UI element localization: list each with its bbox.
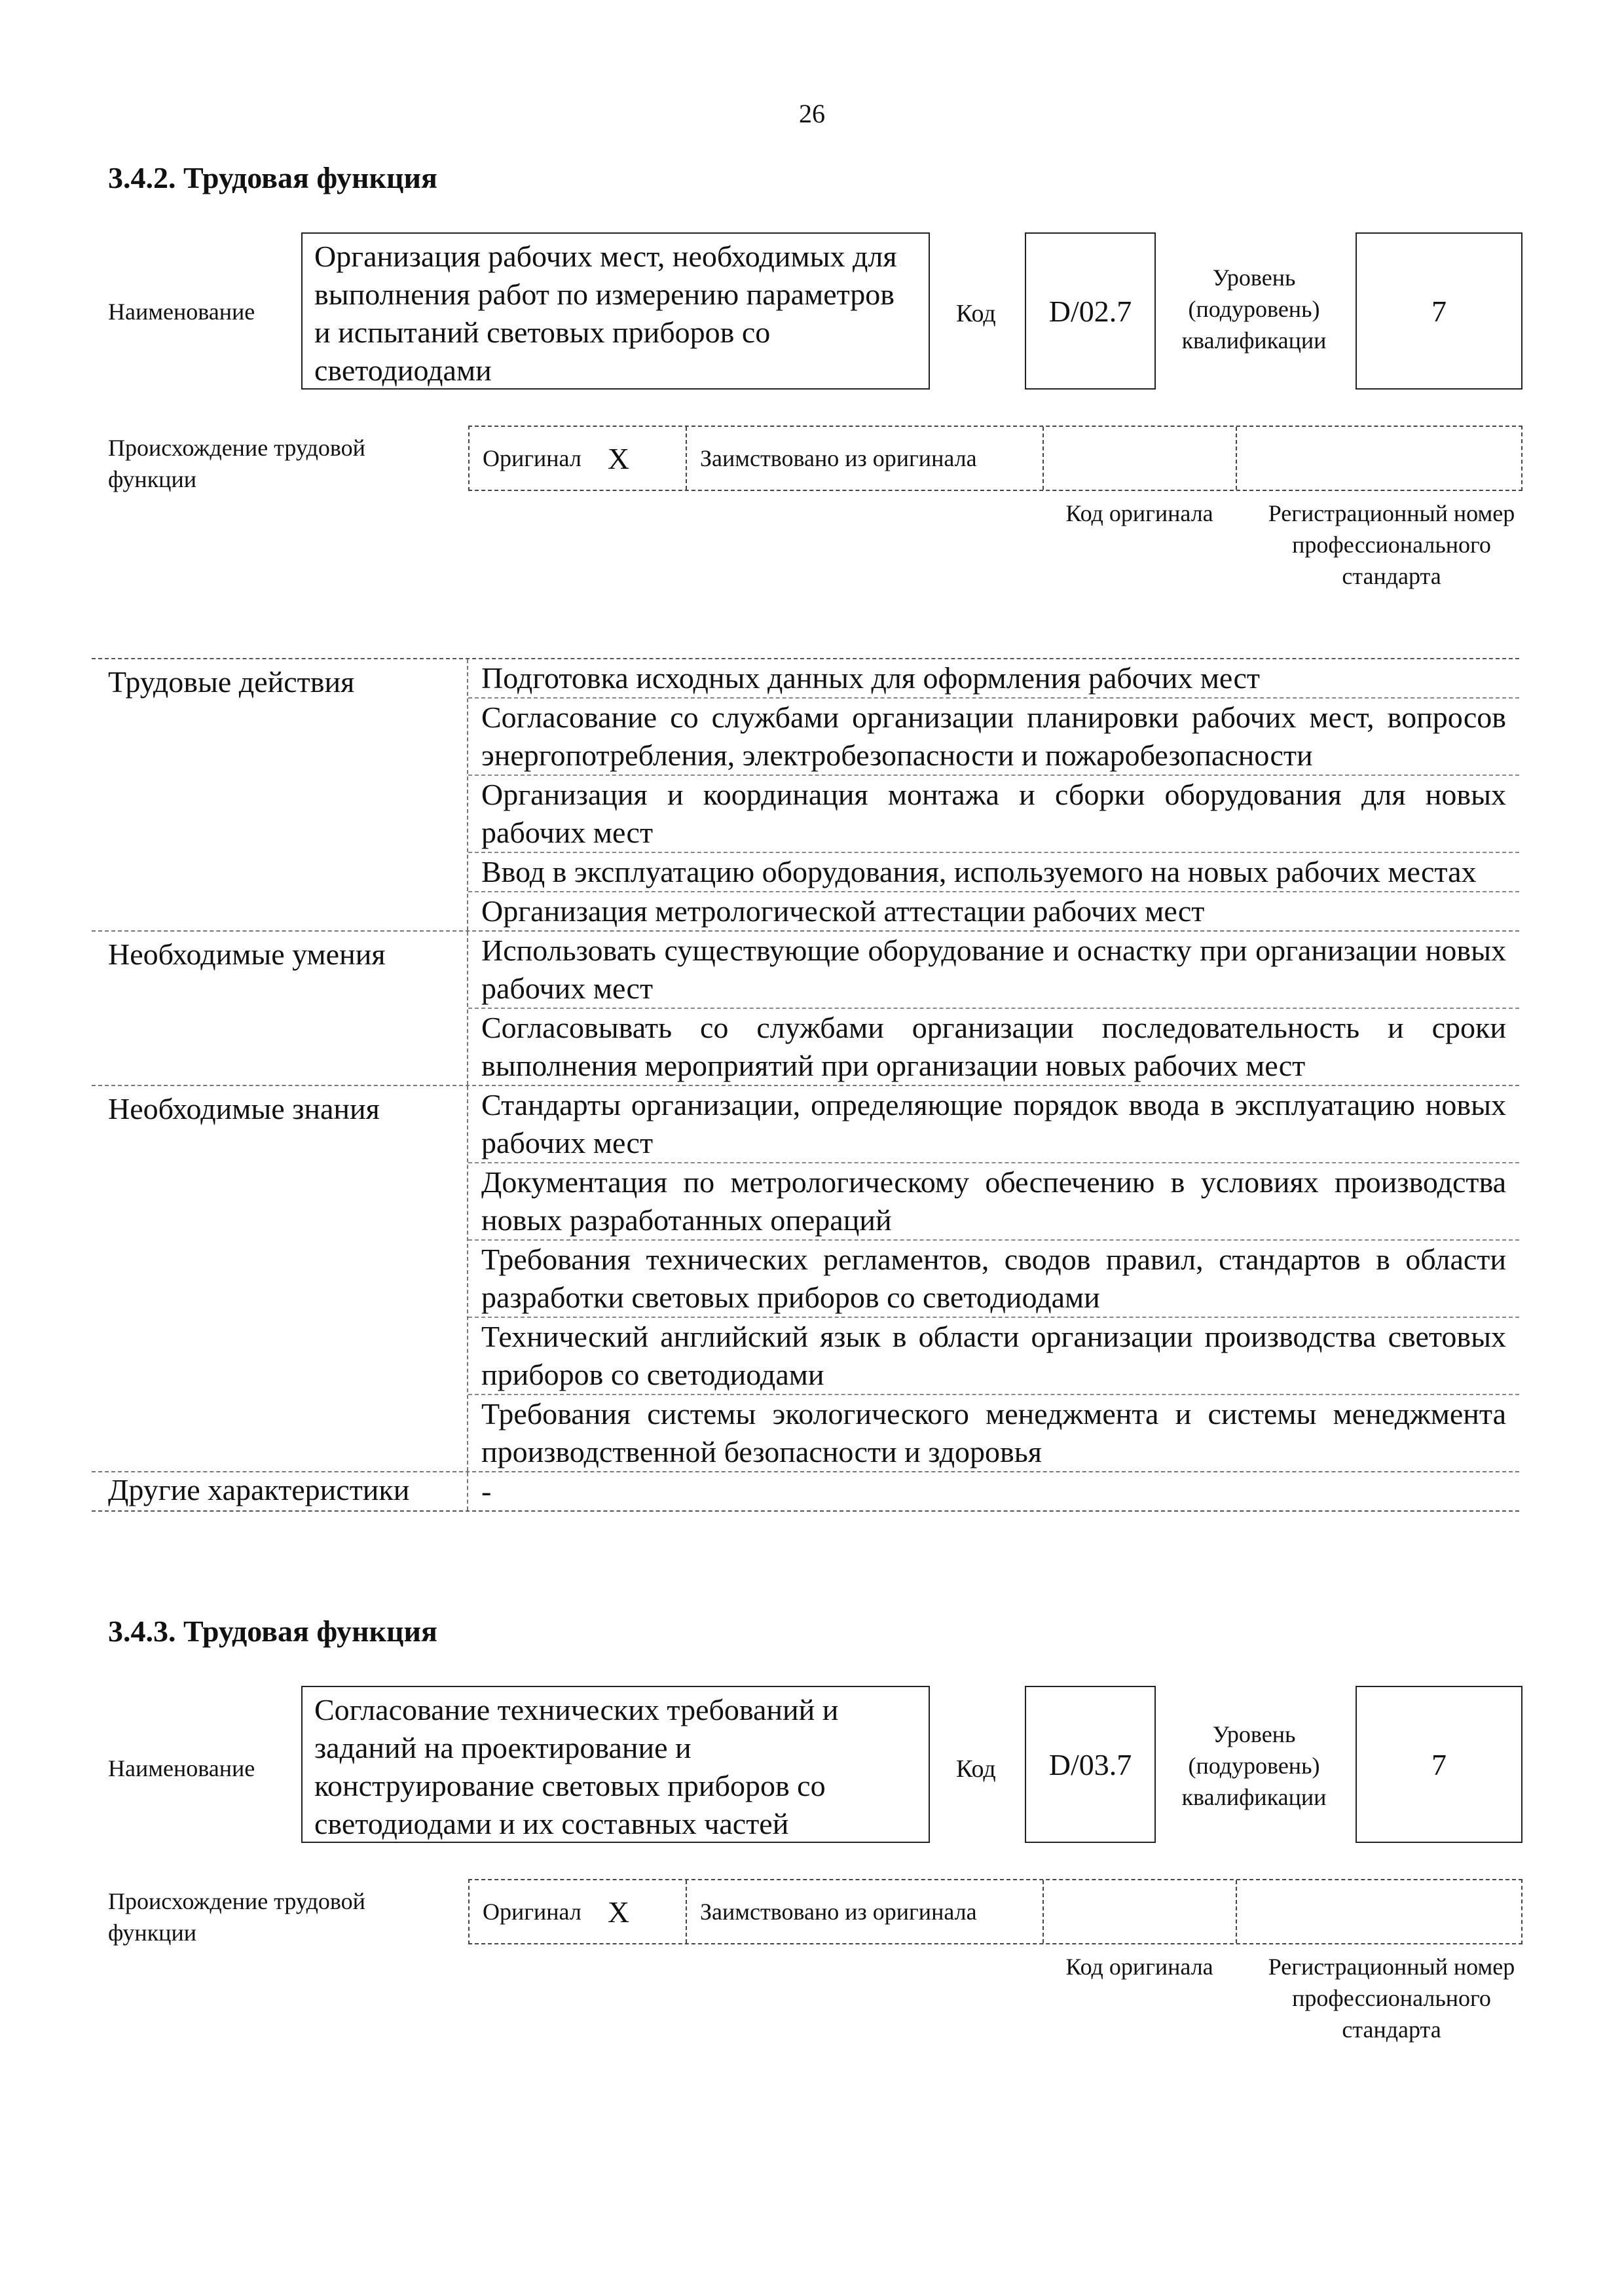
origin-original [470,1880,686,1943]
code-label: Код [956,1755,996,1783]
origin-original-label: Оригинал [483,1899,581,1925]
list-item: Согласование со службами организации планировки рабочих мест, вопросов энергопотребления, электробезопасности и пожаробезопасности [468,699,1519,776]
group-label: Другие характеристики [92,1472,468,1510]
list-item: Организация и координация монтажа и сборки оборудования для новых рабочих мест [468,776,1519,853]
origin-label: Происхождение трудовой функции [108,435,365,492]
origin-original-label: Оригинал [483,445,581,471]
origin-code-cell [1043,427,1236,490]
group-labor-actions [92,659,1519,932]
list-item: Подготовка исходных данных для оформления рабочих мест [468,659,1519,699]
page-number: 26 [799,99,825,128]
name-label: Наименование [108,299,255,325]
list-item: Технический английский язык в области организации производства световых приборов со светодиодами [468,1318,1519,1395]
qualification-level-label: Уровень (подуровень) квалификации [1181,1721,1327,1810]
origin-row [468,1879,1522,1944]
list-item: Требования системы экологического менеджмента и системы менеджмента производственной безопасности и здоровья [481,1397,1506,1468]
qualification-level-label: Уровень (подуровень) квалификации [1181,264,1327,354]
code-label: Код [956,300,996,327]
origin-code-cell [1043,1880,1236,1943]
group-other-characteristics [92,1472,1519,1510]
list-item: Документация по метрологическому обеспечению в условиях производства новых разработанных операций [468,1163,1519,1241]
list-item: Требования технических регламентов, сводов правил, стандартов в области разработки световых приборов со светодиодами [468,1241,1519,1318]
origin-borrowed: Заимствовано из оригинала [686,1880,1043,1943]
section-title-3-4-3: 3.4.3. Трудовая функция [108,1614,437,1648]
group-required-skills [92,932,1519,1086]
caption-registration-number: Регистрационный номер профессионального стандарта [1268,1954,1515,2043]
code-box: D/03.7 [1025,1686,1156,1843]
group-required-knowledge [92,1086,1519,1472]
group-label: Трудовые действия [92,659,468,930]
list-item: - [481,1474,492,1508]
caption-registration-number: Регистрационный номер профессионального стандарта [1268,500,1515,589]
list-item: Использовать существующие оборудование и оснастку при организации новых рабочих мест [468,932,1519,1009]
origin-mark: X [607,441,630,475]
origin-row [468,426,1522,491]
list-item: Организация метрологической аттестации рабочих мест [481,894,1205,928]
list-item: Ввод в эксплуатацию оборудования, используемого на новых рабочих местах [468,853,1519,892]
code-box: D/02.7 [1025,232,1156,390]
origin-borrowed: Заимствовано из оригинала [686,427,1043,490]
labor-function-table [92,658,1519,1512]
list-item: Согласовывать со службами организации последовательность и сроки выполнения мероприятий при организации новых рабочих мест [481,1011,1506,1082]
group-label: Необходимые умения [92,932,468,1085]
origin-original [470,427,686,490]
qualification-level-box: 7 [1356,1686,1522,1843]
name-label: Наименование [108,1755,255,1781]
origin-reg-cell [1236,427,1521,490]
list-item: Стандарты организации, определяющие порядок ввода в эксплуатацию новых рабочих мест [468,1086,1519,1163]
group-label: Необходимые знания [92,1086,468,1471]
function-name-box: Организация рабочих мест, необходимых для выполнения работ по измерению параметров и испытаний световых приборов со светодиодами [301,232,930,390]
origin-label: Происхождение трудовой функции [108,1888,365,1946]
function-name-box: Согласование технических требований и заданий на проектирование и конструирование световых приборов со светодиодами и их составных частей [301,1686,930,1843]
section-title-3-4-2: 3.4.2. Трудовая функция [108,161,437,194]
caption-original-code: Код оригинала [1065,500,1213,526]
origin-reg-cell [1236,1880,1521,1943]
caption-original-code: Код оригинала [1065,1954,1213,1980]
qualification-level-box: 7 [1356,232,1522,390]
origin-mark: X [607,1895,630,1929]
